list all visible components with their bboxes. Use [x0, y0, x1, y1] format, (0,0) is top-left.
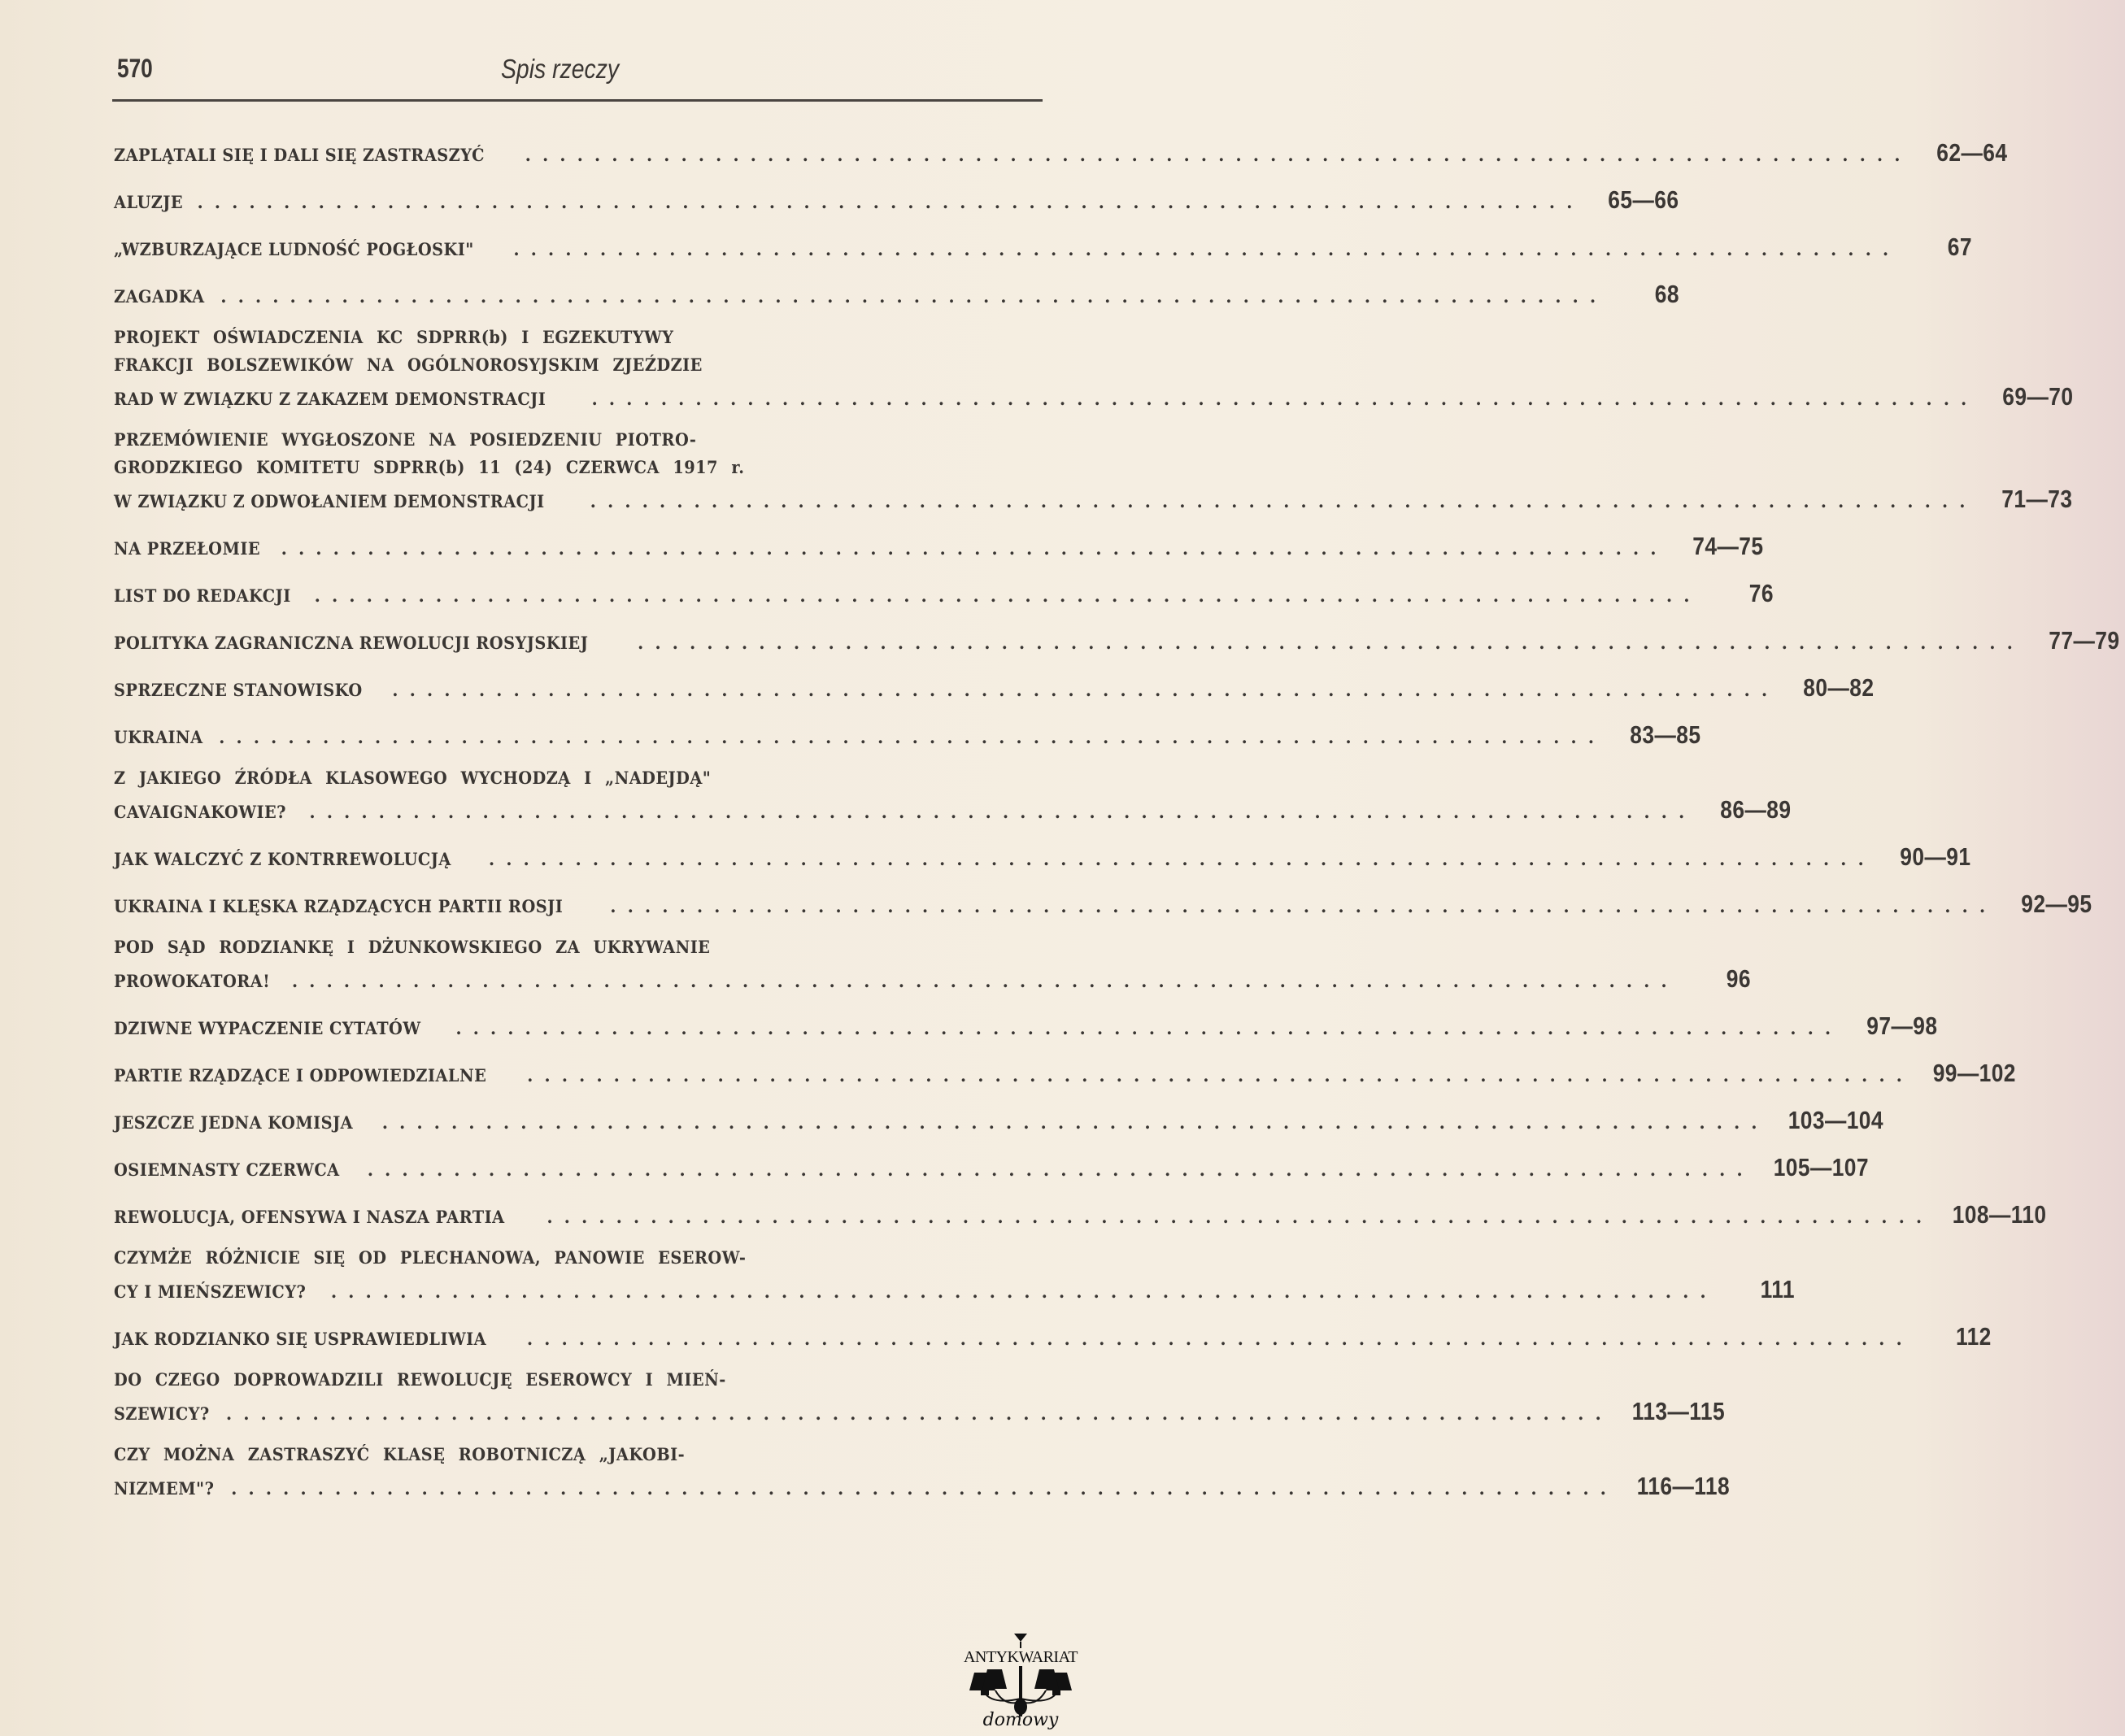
- dot-leader: ................................................................................: [219, 727, 1606, 747]
- toc-entry-title: ZAGADKA: [114, 286, 205, 307]
- toc-entry-last-line: [114, 485, 2072, 513]
- dot-leader: ................................................................................: [220, 286, 1608, 307]
- toc-entry-title: JESZCZE JEDNA KOMISJA: [114, 1112, 354, 1133]
- toc-entry-title: GRODZKIEGO KOMITETU SDPRR(b) 11 (24) CZERWCA 1917 r.: [114, 457, 745, 477]
- toc-entry-pages: 65—66: [1608, 185, 1679, 214]
- toc-entry-pages: 92—95: [2021, 890, 2092, 918]
- toc-entry-title: JAK WALCZYĆ Z KONTRREWOLUCJĄ: [114, 849, 451, 869]
- toc-entry-last-line: [114, 1153, 1869, 1181]
- toc-entry-last-line: [114, 964, 1751, 993]
- header-rule: [112, 99, 1043, 102]
- toc-entry-line: [114, 937, 927, 964]
- dot-leader: ................................................................................: [488, 849, 1875, 869]
- page-header: [114, 50, 1043, 91]
- toc-entry-last-line: [114, 1472, 1731, 1500]
- toc-entry-last-line: [114, 382, 2074, 411]
- dot-leader: ................................................................................: [610, 896, 1997, 916]
- toc-entry-last-line: [114, 185, 1679, 214]
- toc-entry-title: CZY MOŻNA ZASTRASZYĆ KLASĘ ROBOTNICZĄ „JAKOBI-: [114, 1444, 686, 1464]
- toc-entry-pages: 71—73: [2001, 485, 2072, 513]
- dot-leader: ................................................................................: [309, 802, 1696, 822]
- toc-entry-title: SZEWICY?: [114, 1403, 210, 1424]
- watermark-logo: [960, 1630, 1082, 1732]
- page-number: 570: [117, 54, 153, 83]
- toc-entry-title: CY I MIEŃSZEWICY?: [114, 1281, 307, 1302]
- dot-leader: ................................................................................: [314, 585, 1701, 606]
- toc-entry-line: [114, 429, 927, 457]
- toc-entry-title: DZIWNE WYPACZENIE CYTATÓW: [114, 1018, 421, 1038]
- toc-entry: [114, 842, 1971, 871]
- toc-entry-pages: 69—70: [2002, 382, 2074, 411]
- toc-entry-last-line: [114, 1106, 1883, 1134]
- toc-entry-title: PRZEMÓWIENIE WYGŁOSZONE NA POSIEDZENIU PIOTRO-: [114, 429, 697, 450]
- dot-leader: ................................................................................: [526, 1329, 1914, 1349]
- toc-entry-title: REWOLUCJA, OFENSYWA I NASZA PARTIA: [114, 1207, 505, 1227]
- dot-leader: ................................................................................: [367, 1160, 1754, 1180]
- toc-entry-line: [114, 1444, 927, 1472]
- toc-entry: [114, 1059, 2016, 1087]
- toc-entry: [114, 937, 1751, 993]
- toc-entry: [114, 233, 1973, 261]
- toc-entry-pages: 108—110: [1952, 1200, 2047, 1229]
- toc-entry: [114, 720, 1701, 749]
- toc-entry: [114, 626, 2120, 655]
- dot-leader: ................................................................................: [291, 971, 1679, 991]
- toc-entry-pages: 112: [1955, 1322, 1992, 1351]
- toc-entry-title: DO CZEGO DOPROWADZILI REWOLUCJĘ ESEROWCY I MIEŃ-: [114, 1369, 726, 1390]
- toc-entry-title: „WZBURZAJĄCE LUDNOŚĆ POGŁOSKI": [114, 239, 474, 259]
- dot-leader: ................................................................................: [638, 633, 2024, 653]
- dot-leader: ................................................................................: [455, 1018, 1843, 1038]
- toc-entry-pages: 97—98: [1866, 1012, 1938, 1040]
- toc-entry-last-line: [114, 1012, 1938, 1040]
- toc-entry-last-line: [114, 795, 1792, 824]
- toc-entry-title: OSIEMNASTY CZERWCA: [114, 1160, 340, 1180]
- toc-entry: [114, 1444, 1731, 1500]
- toc-entry-title: FRAKCJI BOLSZEWIKÓW NA OGÓLNOROSYJSKIM ZJEŹDZIE: [114, 355, 703, 375]
- dot-leader: ................................................................................: [513, 239, 1901, 259]
- toc-entry: [114, 532, 1763, 560]
- toc-entry: [114, 1153, 1869, 1181]
- toc-entry-last-line: [114, 890, 2092, 918]
- table-of-contents: [114, 138, 2120, 1519]
- toc-entry-title: NIZMEM"?: [114, 1478, 215, 1499]
- toc-entry-title: PROWOKATORA!: [114, 971, 271, 991]
- toc-entry-title: CZYMŻE RÓŻNICIE SIĘ OD PLECHANOWA, PANOWIE ESEROW-: [114, 1247, 747, 1268]
- watermark-bottom-text: domowy: [982, 1710, 1059, 1730]
- toc-entry: [114, 327, 2074, 411]
- toc-entry-last-line: [114, 1397, 1725, 1425]
- dot-leader: ................................................................................: [231, 1478, 1618, 1499]
- toc-entry-last-line: [114, 1275, 1795, 1303]
- toc-entry-last-line: [114, 842, 1971, 871]
- toc-entry-pages: 90—91: [1900, 842, 1971, 871]
- toc-entry-pages: 96: [1726, 964, 1751, 993]
- toc-entry: [114, 673, 1875, 702]
- toc-entry-title: PROJEKT OŚWIADCZENIA KC SDPRR(b) I EGZEKUTYWY: [114, 327, 674, 347]
- toc-entry: [114, 1012, 1938, 1040]
- dot-leader: ................................................................................: [525, 145, 1912, 165]
- toc-entry-pages: 103—104: [1788, 1106, 1883, 1134]
- dot-leader: ................................................................................: [281, 538, 1668, 559]
- toc-entry-title: CAVAIGNAKOWIE?: [114, 802, 286, 822]
- toc-entry: [114, 579, 1774, 607]
- toc-entry-pages: 80—82: [1803, 673, 1875, 702]
- dot-leader: ................................................................................: [591, 389, 1979, 409]
- toc-entry-pages: 86—89: [1720, 795, 1792, 824]
- dot-leader: ................................................................................: [197, 192, 1584, 212]
- dot-leader: ................................................................................: [225, 1403, 1613, 1424]
- toc-entry-title: UKRAINA: [114, 727, 203, 747]
- toc-entry-title: POD SĄD RODZIANKĘ I DŻUNKOWSKIEGO ZA UKRYWANIE: [114, 937, 711, 957]
- toc-entry-pages: 68: [1654, 280, 1680, 308]
- toc-entry-title: RAD W ZWIĄZKU Z ZAKAZEM DEMONSTRACJI: [114, 389, 546, 409]
- lamp-hook-icon: [960, 1630, 1082, 1650]
- toc-entry: [114, 1106, 1883, 1134]
- toc-entry-line: [114, 457, 927, 485]
- toc-entry: [114, 1247, 1795, 1303]
- toc-entry: [114, 280, 1680, 308]
- toc-entry-title: ALUZJE: [114, 192, 184, 212]
- toc-entry-title: POLITYKA ZAGRANICZNA REWOLUCJI ROSYJSKIEJ: [114, 633, 589, 653]
- toc-entry-title: LIST DO REDAKCJI: [114, 585, 291, 606]
- toc-entry-pages: 111: [1760, 1275, 1795, 1303]
- toc-entry: [114, 1322, 1992, 1351]
- dot-leader: ................................................................................: [381, 1112, 1769, 1133]
- dot-leader: ................................................................................: [546, 1207, 1934, 1227]
- toc-entry-title: UKRAINA I KLĘSKA RZĄDZĄCYCH PARTII ROSJI: [114, 896, 564, 916]
- toc-entry-last-line: [114, 626, 2120, 655]
- toc-entry-pages: 74—75: [1692, 532, 1763, 560]
- toc-entry-last-line: [114, 280, 1680, 308]
- toc-entry-last-line: [114, 1200, 2047, 1229]
- dot-leader: ................................................................................: [330, 1281, 1718, 1302]
- toc-entry-pages: 83—85: [1630, 720, 1701, 749]
- toc-entry-last-line: [114, 233, 1973, 261]
- toc-entry-line: [114, 327, 927, 355]
- toc-entry-title: ZAPLĄTALI SIĘ I DALI SIĘ ZASTRASZYĆ: [114, 145, 485, 165]
- toc-entry-pages: 76: [1748, 579, 1774, 607]
- toc-entry-line: [114, 1247, 927, 1275]
- toc-entry-title: PARTIE RZĄDZĄCE I ODPOWIEDZIALNE: [114, 1065, 487, 1086]
- toc-entry-line: [114, 768, 927, 795]
- toc-entry-last-line: [114, 1059, 2016, 1087]
- toc-entry-last-line: [114, 579, 1774, 607]
- toc-entry-pages: 62—64: [1936, 138, 2007, 167]
- toc-entry: [114, 1200, 2047, 1229]
- toc-entry: [114, 890, 2092, 918]
- toc-entry-last-line: [114, 720, 1701, 749]
- toc-entry-pages: 113—115: [1631, 1397, 1725, 1425]
- toc-entry: [114, 768, 1792, 824]
- toc-entry-title: SPRZECZNE STANOWISKO: [114, 680, 363, 700]
- watermark-top-text: ANTYKWARIAT: [963, 1648, 1078, 1666]
- toc-entry-title: NA PRZEŁOMIE: [114, 538, 261, 559]
- toc-entry-title: JAK RODZIANKO SIĘ USPRAWIEDLIWIA: [114, 1329, 487, 1349]
- toc-entry-title: W ZWIĄZKU Z ODWOŁANIEM DEMONSTRACJI: [114, 491, 545, 511]
- toc-entry-last-line: [114, 532, 1763, 560]
- toc-entry-last-line: [114, 673, 1875, 702]
- toc-entry-last-line: [114, 1322, 1992, 1351]
- toc-entry-last-line: [114, 138, 2007, 167]
- toc-entry-pages: 77—79: [2049, 626, 2120, 655]
- toc-entry-title: Z JAKIEGO ŹRÓDŁA KLASOWEGO WYCHODZĄ I „NADEJDĄ": [114, 768, 712, 788]
- toc-entry: [114, 138, 2007, 167]
- dot-leader: ................................................................................: [392, 680, 1779, 700]
- toc-entry-pages: 67: [1947, 233, 1973, 261]
- toc-entry: [114, 1369, 1725, 1425]
- toc-entry-pages: 116—118: [1636, 1472, 1731, 1500]
- dot-leader: ................................................................................: [590, 491, 1977, 511]
- toc-entry: [114, 429, 2072, 513]
- toc-entry-pages: 99—102: [1932, 1059, 2016, 1087]
- running-title: Spis rzeczy: [501, 54, 620, 84]
- toc-entry-line: [114, 355, 927, 382]
- toc-entry-line: [114, 1369, 927, 1397]
- toc-entry: [114, 185, 1679, 214]
- toc-entry-pages: 105—107: [1773, 1153, 1869, 1181]
- dot-leader: ................................................................................: [527, 1065, 1914, 1086]
